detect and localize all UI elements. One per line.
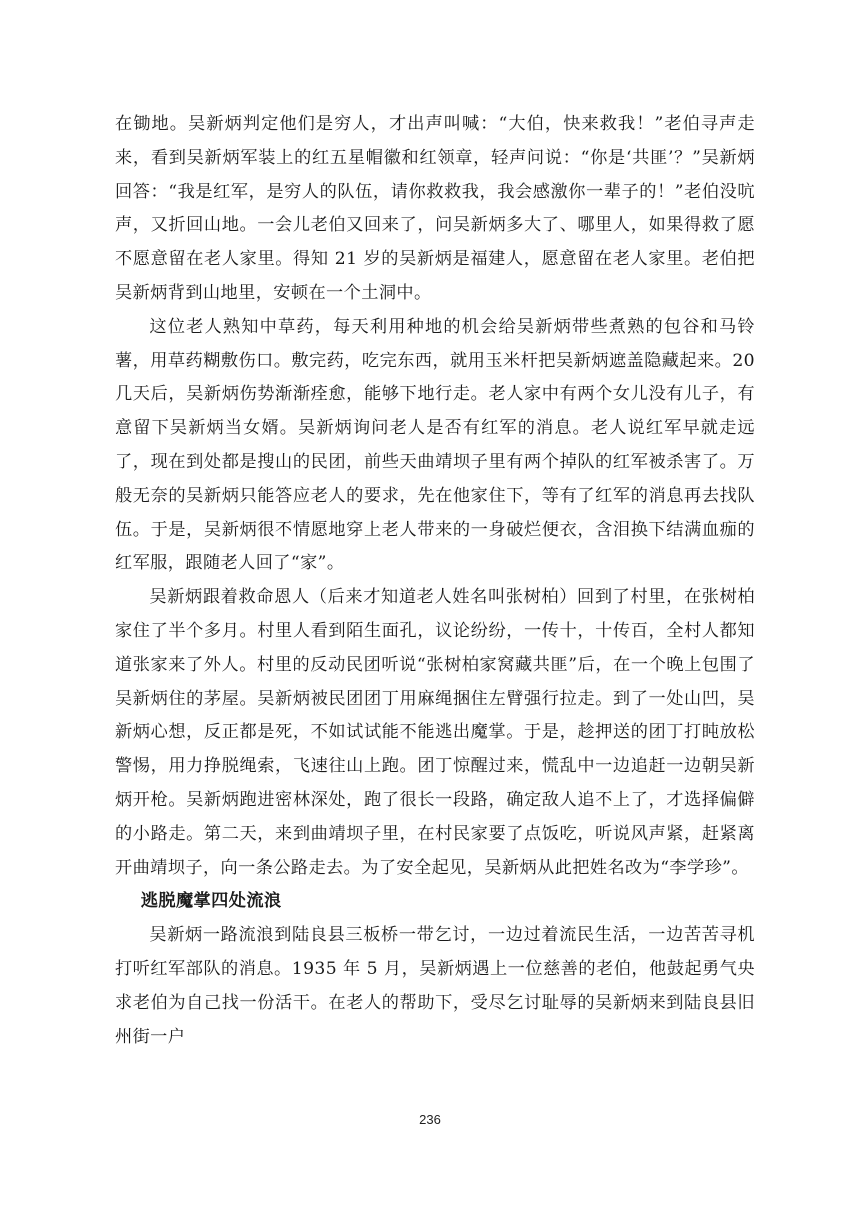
paragraph-herbal-treatment: 这位老人熟知中草药，每天利用种地的机会给吴新炳带些煮熟的包谷和马铃薯，用草药糊敷伤口。敷完药，吃完东西，就用玉米杆把吴新炳遮盖隐藏起来。20 几天后，吴新炳伤势渐渐痊愈，能够下地行走。老人家中有两个女儿没有儿子，有意留下吴新炳当女婿。吴新炳询问老人是否有红军的消息。老人说红军早就走远了，现在到处都是搜山的民团，前些天曲靖坝子里有两个掉队的红军被杀害了。万般无奈的吴新炳只能答应老人的要求，先在他家住下，等有了红军的消息再去找队伍。于是，吴新炳很不情愿地穿上老人带来的一身破烂便衣，含泪换下结满血痂的红军服，跟随老人回了“家”。: [115, 316, 755, 574]
section-heading: 逃脱魔掌四处流浪: [140, 891, 282, 912]
paragraph-escape: 吴新炳跟着救命恩人（后来才知道老人姓名叫张树柏）回到了村里，在张树柏家住了半个多月。村里人看到陌生面孔，议论纷纷，一传十，十传百，全村人都知道张家来了外人。村里的反动民团听说“张树柏家窝藏共匪”后，在一个晚上包围了吴新炳住的茅屋。吴新炳被民团团丁用麻绳捆住左臂强行拉走。到了一处山凹，吴新炳心想，反正都是死，不如试试能不能逃出魔掌。于是，趁押送的团丁打盹放松警惕，用力挣脱绳索，飞速往山上跑。团丁惊醒过来，慌乱中一边追赶一边朝吴新炳开枪。吴新炳跑进密林深处，跑了很长一段路，确定敌人追不上了，才选择偏僻的小路走。第二天，来到曲靖坝子里，在村民家要了点饭吃，听说风声紧，赶紧离开曲靖坝子，向一条公路走去。为了安全起见，吴新炳从此把姓名改为“李学珍”。: [115, 587, 755, 878]
paragraph-wandering: 吴新炳一路流浪到陆良县三板桥一带乞讨，一边过着流民生活，一边苦苦寻机打听红军部队的消息。1935 年 5 月，吴新炳遇上一位慈善的老伯，他鼓起勇气央求老伯为自己找一份活干。在老人的帮助下，受尽乞讨耻辱的吴新炳来到陆良县旧州街一户: [115, 925, 755, 1047]
paragraph-continued: 在锄地。吴新炳判定他们是穷人，才出声叫喊：“大伯，快来救我！”老伯寻声走来，看到吴新炳军装上的红五星帽徽和红领章，轻声问说：“你是‘共匪’？”吴新炳回答：“我是红军，是穷人的队伍，请你救救我，我会感激你一辈子的！”老伯没吭声，又折回山地。一会儿老伯又回来了，问吴新炳多大了、哪里人，如果得救了愿不愿意留在老人家里。得知 21 岁的吴新炳是福建人，愿意留在老人家里。老伯把吴新炳背到山地里，安顿在一个土洞中。: [115, 114, 755, 303]
document-body: [115, 108, 755, 1054]
page-number: 236: [419, 1112, 441, 1127]
